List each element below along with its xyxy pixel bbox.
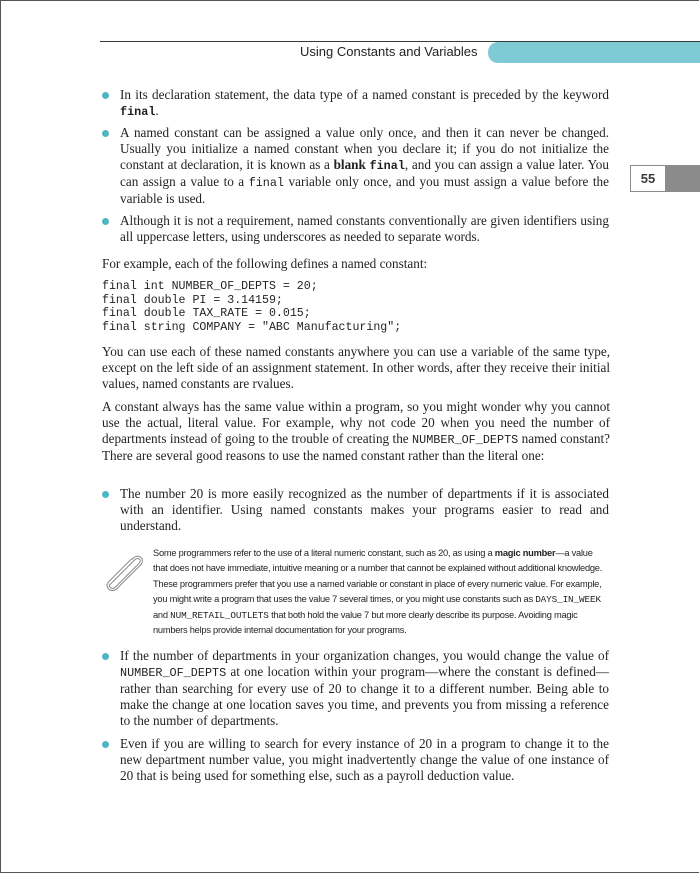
bullet-dot <box>102 653 109 660</box>
list-item: A named constant can be assigned a value only once, and then it can never be changed. Usually you initialize a named constant when you declare it; if you do not initialize the constant at declaration, it is known as a blank final, and you can assign a value later. You can assign a value to a final variable only once, and you must assign a value before the variable is used. <box>120 125 609 206</box>
list-item: If the number of departments in your organization changes, you would change the value of NUMBER_OF_DEPTS at one location within your program—where the constant is defined—rather than searching for every use of 20 to change it to a different number. Being able to make the change at one location saves you time, and prevents you from missing a reference to the number of departments. <box>120 648 609 728</box>
bullet-dot <box>102 491 109 498</box>
bullet-dot <box>102 92 109 99</box>
page-number-tab <box>630 165 700 192</box>
code-line: final int NUMBER_OF_DEPTS = 20; <box>102 280 318 293</box>
bullet-dot <box>102 218 109 225</box>
list-item: Even if you are willing to search for every instance of 20 in a program to change it to the new department number value, you might inadvertently change the value of one instance of 20 that is being used for something else, such as a payroll deduction value. <box>120 736 609 783</box>
code-line: final string COMPANY = "ABC Manufacturing"; <box>102 320 402 334</box>
bullet-dot <box>102 130 109 137</box>
example-intro: For example, each of the following defines a named constant: <box>102 256 428 271</box>
paperclip-icon <box>100 551 146 591</box>
code-block <box>102 280 401 334</box>
paragraph-rvalues: You can use each of these named constants anywhere you can use a variable of the same type, except on the left side of an assignment statement. In other words, after they receive their initial values, named constants are rvalues. <box>102 344 610 391</box>
list-item: The number 20 is more easily recognized as the number of departments if it is associated with an identifier. Using named constants makes your programs easier to read and understand. <box>120 486 609 533</box>
note-magic-number: Some programmers refer to the use of a literal numeric constant, such as 20, as using a magic number—a value that does not have immediate, intuitive meaning or a number that cannot be explained without additional knowledge. These programmers prefer that you use a named variable or constant in place of every numeric value. For example, you might write a program that uses the value 7 several times, or you might use constants such as DAYS_IN_WEEK and NUM_RETAIL_OUTLETS that both hold the value 7 but more clearly describe its purpose. Avoiding magic numbers helps provide internal documentation for your programs. <box>153 548 603 636</box>
header-accent-tab <box>488 42 700 63</box>
code-line: final double PI = 3.14159; <box>102 293 283 307</box>
list-item: Although it is not a requirement, named constants conventionally are given identifiers using all uppercase letters, using underscores as needed to separate words. <box>120 213 609 244</box>
running-header: Using Constants and Variables <box>300 44 478 59</box>
code-line: final double TAX_RATE = 0.015; <box>102 307 311 320</box>
bullet-dot <box>102 741 109 748</box>
paragraph-constant: A constant always has the same value within a program, so you might wonder why you cannot use the actual, literal value. For example, why not code 20 when you need the number of departments instead of going to the trouble of creating the NUMBER_OF_DEPTS named constant? There are several good reasons to use the named constant rather than the literal one: <box>102 399 610 463</box>
page-number: 55 <box>630 165 666 192</box>
list-item: In its declaration statement, the data type of a named constant is preceded by the keyword final. <box>120 87 609 119</box>
